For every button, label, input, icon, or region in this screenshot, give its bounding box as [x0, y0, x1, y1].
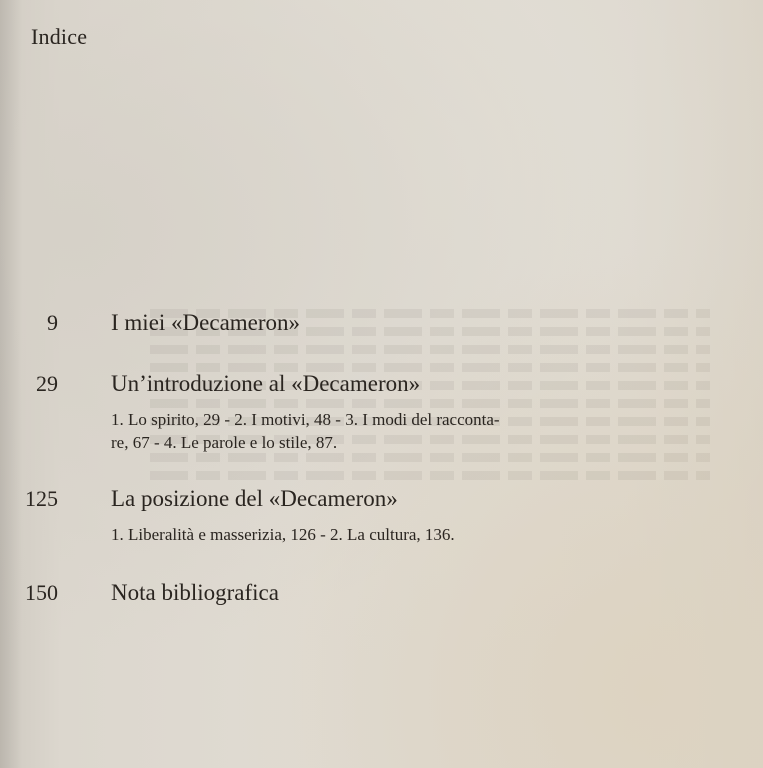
toc-entry-title: I miei «Decameron»	[111, 310, 301, 335]
toc-entry-subsections	[111, 523, 611, 546]
toc-page-number: 150	[25, 580, 58, 605]
toc-entry-subsections	[111, 408, 611, 454]
toc-entry-title: Un’introduzione al «Decameron»	[111, 371, 421, 396]
toc-subsection-line: 1. Liberalità e masserizia, 126 - 2. La cultura, 136.	[111, 525, 455, 544]
toc-entry-title: La posizione del «Decameron»	[111, 486, 398, 511]
toc-subsection-line: 1. Lo spirito, 29 - 2. I motivi, 48 - 3. I modi del racconta-	[111, 410, 500, 429]
index-heading: Indice	[31, 24, 88, 49]
toc-page-number: 29	[36, 371, 58, 396]
toc-entry-title: Nota bibliografica	[111, 580, 279, 605]
toc-subsection-line: re, 67 - 4. Le parole e lo stile, 87.	[111, 433, 338, 452]
toc-page-number: 9	[47, 310, 58, 335]
toc-page-number: 125	[25, 486, 58, 511]
